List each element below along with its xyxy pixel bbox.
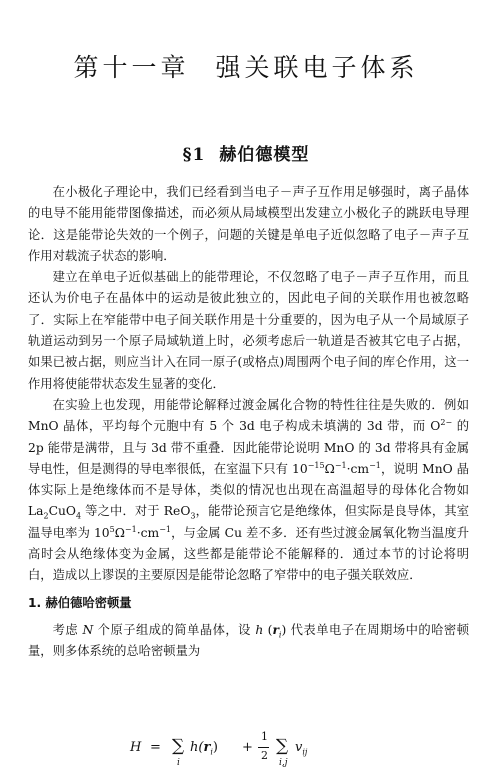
chapter-name: 强关联电子体系: [215, 53, 419, 82]
section-heading: [0, 140, 492, 165]
section-name: 赫伯德模型: [219, 145, 310, 165]
formula-term-2: $v_{ij}$: [295, 740, 308, 757]
subsection-heading: 1. 赫伯德哈密顿量: [28, 595, 132, 610]
formula-sum-2-index: i,j: [279, 758, 288, 768]
paragraph-3: 在实验上也发现，用能带论解释过渡金属化合物的特性往往是失败的．例如 MnO 晶体，平均每个元胞中有 5 个 3d 电子构成未填满的 3d 带，而 $O^{2-}$ 的 2p 能带是满带，且与 3d 带不重叠．因此能带论说明 MnO 的 3d 带将具有金属导电性，但是测得的导电率很低，在室温下只有 $10^{-15}\Omega^{-1}\cdot cm^{-1}$，说明 MnO 晶体实际上是绝缘体而不是导体，类似的情况也出现在高温超导的母体化合物如 $La_2CuO_4$ 等之中．对于 ReO$_3$，能带论预言它是绝缘体，但实际是良导体，其室温导电率为 $10^5\Omega^{-1}\cdot cm^{-1}$，与金属 Cu 差不多．还有些过渡金属氧化物当温度升高时会从绝缘体变为金属，这些都是能带论不能解释的．通过本节的讨论将明白，造成以上谬误的主要原因是能带论忽略了窄带中的电子强关联效应．: [28, 397, 469, 583]
chapter-number: 第十一章: [73, 53, 190, 82]
formula-fraction-bar: [258, 747, 269, 748]
formula-term-1: $h(r_i)$: [190, 740, 218, 757]
formula-fraction-numerator: 1: [261, 730, 268, 743]
body-text: [28, 182, 469, 663]
paragraph-4: 考虑 N 个原子组成的简单晶体，设 h $(r_i)$ 代表单电子在周期场中的哈密顿量，则多体系统的总哈密顿量为: [28, 621, 469, 659]
chapter-title: [0, 48, 492, 84]
formula-sum-1: ∑: [172, 736, 185, 756]
paragraph-2: 建立在单电子近似基础上的能带理论，不仅忽略了电子－声子互作用，而且还认为价电子在晶体中的运动是彼此独立的，因此电子间的关联作用也被忽略了．实际上在窄能带中电子间关联作用是十分重要的，因为电子从一个局域原子轨道运动到另一个原子局域轨道上时，必须考虑后一轨道是否被其它电子占据，如果已被占据，则应当计入在同一原子(或格点)周围两个电子间的库仑作用，这一作用将使能带状态发生显著的变化．: [28, 270, 469, 391]
formula-lhs: H: [130, 740, 142, 755]
formula-fraction-denominator: 2: [261, 749, 268, 762]
formula-equals: =: [150, 740, 161, 755]
hamiltonian-formula: [130, 730, 390, 772]
section-number: §1: [182, 145, 206, 165]
formula-sum-1-index: i: [177, 758, 180, 768]
formula-plus: +: [242, 740, 253, 755]
formula-sum-2: ∑: [276, 736, 289, 756]
paragraph-1: 在小极化子理论中，我们已经看到当电子－声子互作用足够强时，离子晶体的电导不能用能带图像描述，而必须从局域模型出发建立小极化子的跳跃电导理论．这是能带论失效的一个例子，问题的关键是单电子近似忽略了电子－声子互作用对载流子状态的影响．: [28, 185, 469, 263]
